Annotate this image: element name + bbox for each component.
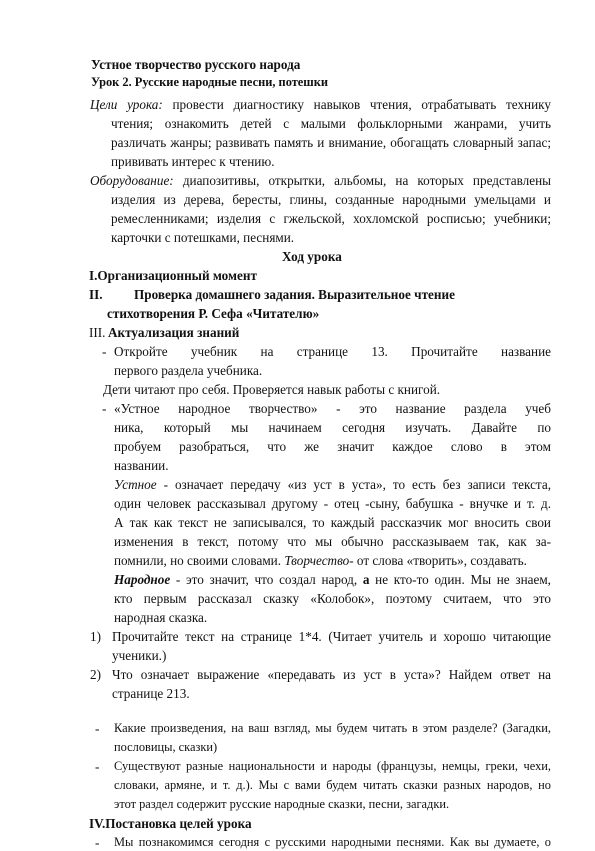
section-2-heading-line-2: стихотворения Р. Сефа «Читателю» — [107, 306, 320, 321]
document-title: Устное творчество русского народа — [91, 57, 301, 72]
section-1-heading: I.Организационный момент — [89, 268, 257, 283]
goals-line-1: Цели урока: провести диагностику навыков чтения, отрабатывать технику — [90, 97, 551, 112]
list-number-2: 2) — [90, 667, 101, 682]
numbered-1-line-2: ученики.) — [112, 648, 167, 663]
item-2-line-3: пробуем разобраться, что же значит каждое слово в этом — [114, 439, 551, 454]
ustnoe-term: Устное — [114, 477, 157, 492]
dash-4-line-2: словаки, армяне, и т. д.). Мы с вами будем читать сказки разных народов, но — [114, 778, 551, 792]
list-number-1: 1) — [90, 629, 101, 644]
dash-3-line-1: Какие произведения, на ваш взгляд, мы будем читать в этом разделе? (Загадки, — [114, 721, 551, 735]
ustnoe-line-1: Устное - означает передачу «из уст в уста», то есть без записи текста, — [114, 477, 551, 492]
equipment-label: Оборудование: — [90, 173, 174, 188]
goals-line-4: прививать интерес к чтению. — [111, 154, 275, 169]
goals-line-3: различать жанры; развивать память и внимание, обогащать словарный запас; — [111, 135, 551, 150]
goals-line-2: чтения; ознакомить детей с малыми фольклорными жанрами, учить — [111, 116, 551, 131]
dash-4-line-3: этот раздел содержит русские народные сказки, песни, загадки. — [114, 797, 450, 811]
narodnoe-term: Народное — [114, 572, 171, 587]
item-1-line-2: первого раздела учебника. — [114, 363, 263, 378]
item-2-line-2: ника, который мы начинаем сегодня изучать. Давайте по — [114, 420, 551, 435]
equipment-line-3: ремесленниками; изделия с гжельской, хохломской росписью; учебники; — [111, 211, 551, 226]
equipment-line-1: Оборудование: диапозитивы, открытки, альбомы, на которых представлены — [90, 173, 552, 188]
section-2-heading-line-1: Проверка домашнего задания. Выразительное чтение — [134, 287, 455, 302]
section-3-number: III. — [89, 325, 106, 340]
goals-label: Цели урока: — [90, 97, 163, 112]
list-dash: - — [95, 759, 100, 774]
item-2-line-4: названии. — [114, 458, 169, 473]
list-dash: - — [102, 344, 107, 359]
list-dash: - — [95, 721, 100, 736]
lesson-title: Урок 2. Русские народные песни, потешки — [91, 75, 329, 89]
dash-4-line-1: Существуют разные национальности и народы (французы, немцы, греки, чехи, — [114, 759, 551, 773]
numbered-2-line-2: странице 213. — [112, 686, 190, 701]
ustnoe-line-4: изменения в текст, потому что мы обычно рассказываем так, как за- — [114, 534, 551, 549]
item-1-line-1: Откройте учебник на странице 13. Прочитайте название — [114, 344, 551, 359]
dash-5-line-1: Мы познакомимся сегодня с русскими народными песнями. Как вы думаете, о — [114, 835, 551, 849]
narodnoe-line-1: Народное - это значит, что создал народ, а не кто-то один. Мы не знаем, — [114, 572, 551, 587]
progress-heading: Ход урока — [282, 249, 342, 264]
section-2-number: II. — [89, 287, 103, 302]
ustnoe-line-2: один человек рассказывал другому - отец -сыну, бабушка - внучке и т. д. — [114, 496, 551, 511]
tvorchestvo-term: Творчество — [284, 553, 350, 568]
ustnoe-line-5: помнили, но своими словами. Творчество- от слова «творить», создавать. — [114, 553, 527, 568]
ustnoe-line-3: А так как текст не записывался, то каждый рассказчик мог вносить свои — [114, 515, 551, 530]
narodnoe-line-3: народная сказка. — [114, 610, 208, 625]
equipment-line-4: карточки с потешками, песнями. — [111, 230, 295, 245]
list-dash: - — [95, 835, 100, 850]
note-1: Дети читают про себя. Проверяется навык работы с книгой. — [103, 382, 441, 397]
numbered-1-line-1: Прочитайте текст на странице 1*4. (Читает учитель и хорошо читающие — [112, 629, 551, 644]
narodnoe-line-2: кто первым рассказал сказку «Колобок», поэтому считаем, что это — [114, 591, 551, 606]
equipment-line-2: изделия из дерева, бересты, глины, созданные народными умельцами и — [111, 192, 551, 207]
item-2-line-1: «Устное народное творчество» - это название раздела учеб — [114, 401, 551, 416]
numbered-2-line-1: Что означает выражение «передавать из уст в уста»? Найдем ответ на — [112, 667, 551, 682]
section-3-heading: Актуализация знаний — [108, 325, 240, 340]
section-4-heading: IV.Постановка целей урока — [89, 816, 252, 831]
list-dash: - — [102, 401, 107, 416]
dash-3-line-2: пословицы, сказки) — [114, 740, 218, 754]
